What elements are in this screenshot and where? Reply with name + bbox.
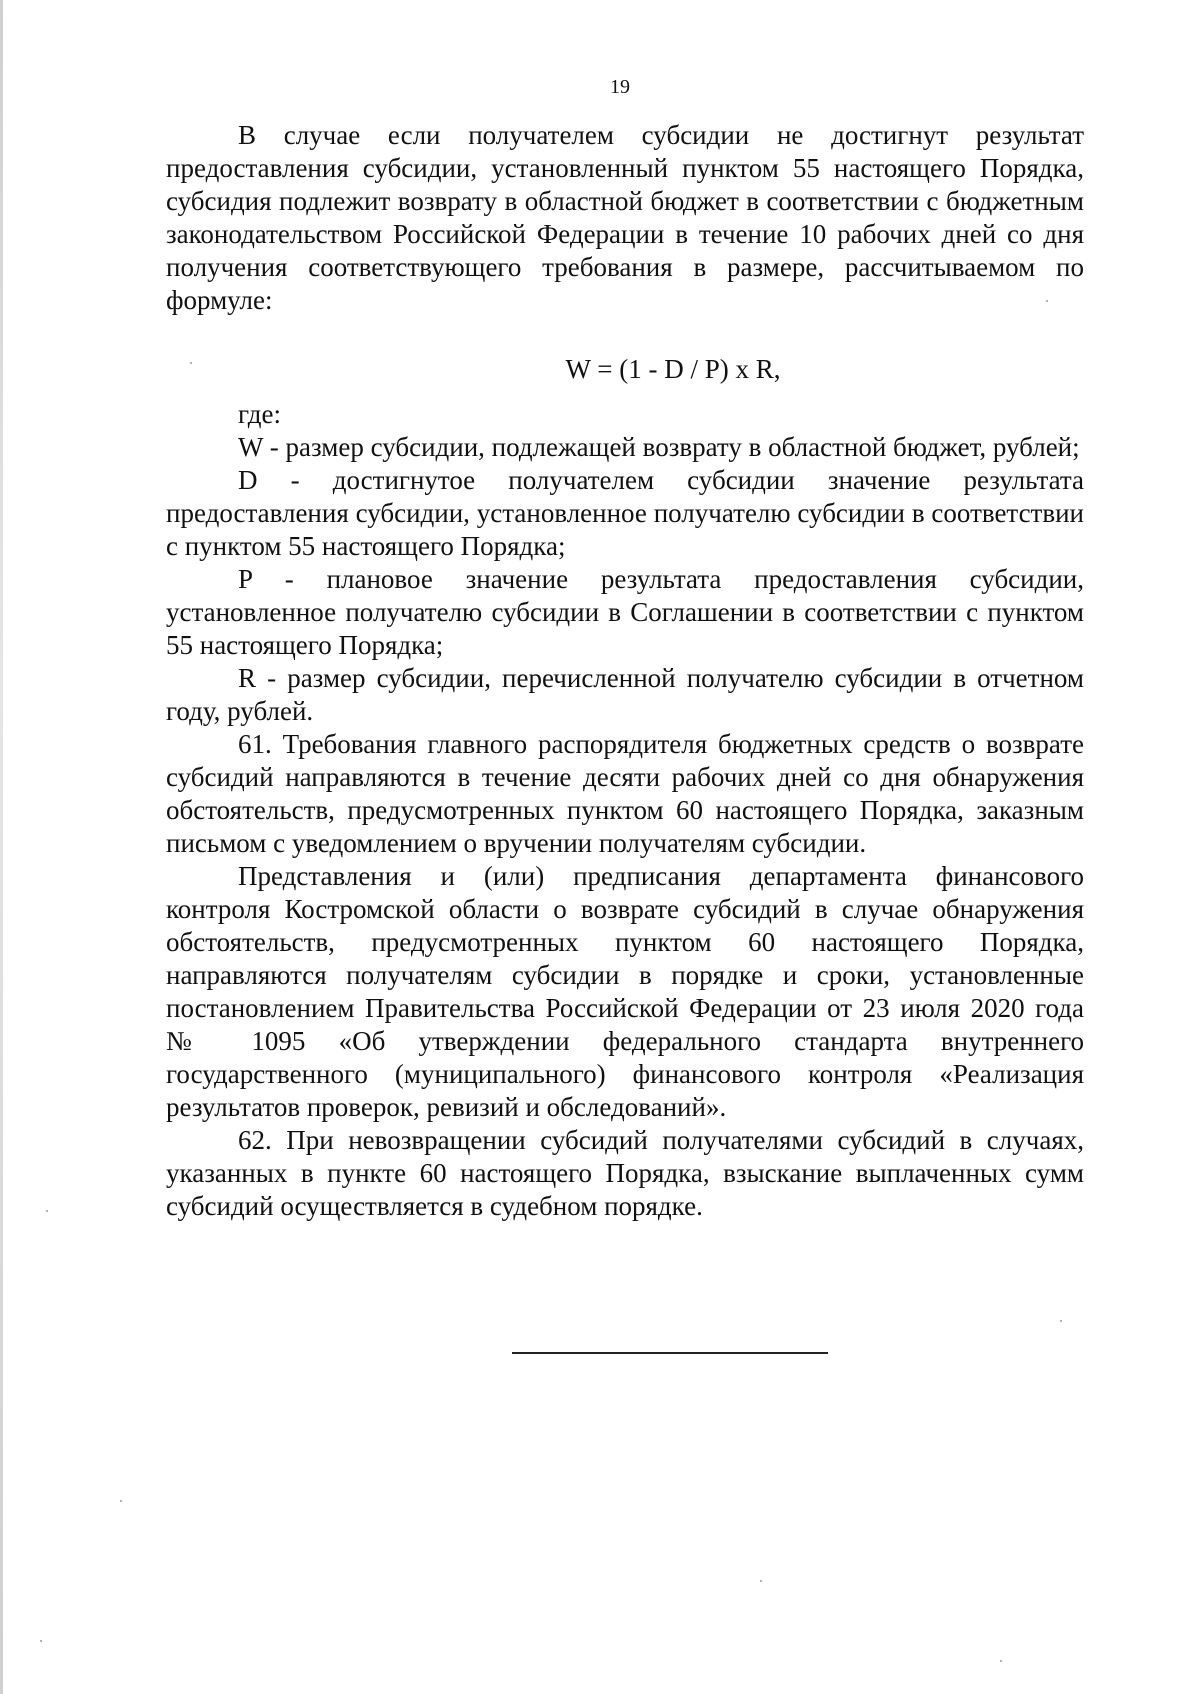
scan-speck bbox=[760, 1580, 762, 1582]
scan-speck bbox=[40, 1640, 42, 1642]
scan-speck bbox=[1060, 1320, 1062, 1322]
refund-formula bbox=[166, 317, 1084, 398]
scan-speck bbox=[120, 1500, 122, 1502]
scan-speck bbox=[190, 362, 192, 364]
paragraph-61: 61. Требования главного распорядителя бюджетных средств о возврате субсидий направляются в течение десяти рабочих дней со дня обнаружения обстоятельств, предусмотренных пунктом 60 настоящего Порядка, заказным письмом с уведомлением о вручении получателям субсидии. bbox=[166, 729, 1084, 858]
paragraph-62: 62. При невозвращении субсидий получателями субсидий в случаях, указанных в пункте 60 настоящего Порядка, взыскание выплаченных сумм субсидий осуществляется в судебном порядке. bbox=[166, 1125, 1084, 1221]
paragraph-definition-r: R - размер субсидии, перечисленной получателю субсидии в отчетном году, рублей. bbox=[166, 663, 1084, 726]
paragraph-where: где: bbox=[238, 399, 281, 429]
page-number: 19 bbox=[610, 76, 630, 98]
formula-text: W = (1 - D / P) x R, bbox=[565, 354, 781, 384]
scan-speck bbox=[46, 1210, 48, 1212]
paragraph-definition-d: D - достигнутое получателем субсидии значение результата предоставления субсидии, установленное получателю субсидии в соответствии с пунктом 55 настоящего Порядка; bbox=[166, 465, 1084, 561]
paragraph-refund-condition: В случае если получателем субсидии не достигнут результат предоставления субсидии, установленный пунктом 55 настоящего Порядка, субсидия подлежит возврату в областной бюджет в соответствии с бюджетным законодательством Российской Федерации в течение 10 рабочих дней со дня получения соответствующего требования в размере, рассчитываемом по формуле: bbox=[166, 120, 1084, 315]
paragraph-definition-p: P - плановое значение результата предоставления субсидии, установленное получателю субсидии в Соглашении в соответствии с пунктом 55 настоящего Порядка; bbox=[166, 564, 1084, 660]
document-body bbox=[166, 119, 1084, 1223]
end-of-document-line bbox=[512, 1352, 828, 1354]
paragraph-financial-control: Представления и (или) предписания департамента финансового контроля Костромской области о возврате субсидий в случае обнаружения обстоятельств, предусмотренных пунктом 60 настоящего Порядка, направляются получателям субсидии в порядке и сроки, установленные постановлением Правительства Российской Федерации от 23 июля 2020 года № 1095 «Об утверждении федерального стандарта внутреннего государственного (муниципального) финансового контроля «Реализация результатов проверок, ревизий и обследований». bbox=[166, 861, 1084, 1122]
paragraph-definition-w: W - размер субсидии, подлежащей возврату в областной бюджет, рублей; bbox=[238, 432, 1080, 462]
scan-speck bbox=[1000, 1660, 1002, 1662]
scan-speck bbox=[1046, 300, 1048, 302]
scan-left-edge bbox=[0, 0, 3, 1694]
